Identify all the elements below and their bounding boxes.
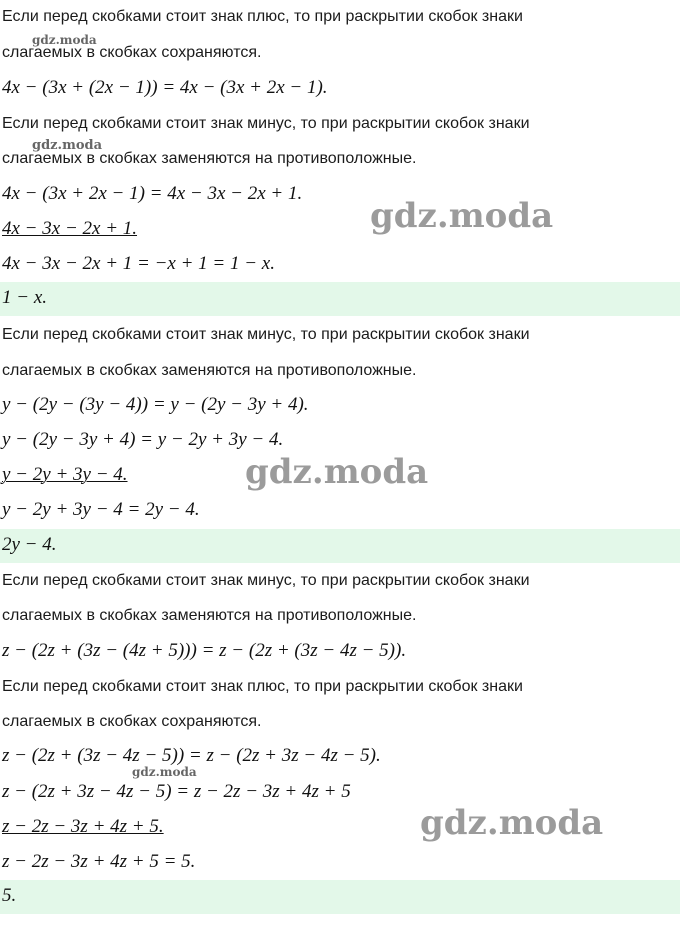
rule-text: Если перед скобками стоит знак минус, то при раскрытии скобок знаки <box>2 326 530 343</box>
answer-text: 1 − x. <box>2 287 48 308</box>
rule-text: слагаемых в скобках заменяются на противоположные. <box>2 362 417 379</box>
rule-text: Если перед скобками стоит знак плюс, то при раскрытии скобок знаки <box>2 8 523 25</box>
rule-text: слагаемых в скобках сохраняются. <box>2 713 262 730</box>
rule-text: Если перед скобками стоит знак минус, то при раскрытии скобок знаки <box>2 572 530 589</box>
watermark: gdz.moda <box>32 138 103 153</box>
answer-text: 2y − 4. <box>2 534 57 555</box>
equation: y − 2y + 3y − 4 = 2y − 4. <box>2 499 200 520</box>
equation: 4x − 3x − 2x + 1 = −x + 1 = 1 − x. <box>2 253 275 274</box>
rule-text: слагаемых в скобках заменяются на противоположные. <box>2 150 417 167</box>
equation: y − (2y − 3y + 4) = y − 2y + 3y − 4. <box>2 429 284 450</box>
watermark: gdz.moda <box>370 196 554 236</box>
answer-box <box>0 880 680 914</box>
watermark: gdz.moda <box>132 765 197 779</box>
equation: z − (2z + (3z − 4z − 5)) = z − (2z + 3z − 4z − 5). <box>2 745 381 766</box>
equation: z − (2z + (3z − (4z + 5))) = z − (2z + (3z − 4z − 5)). <box>2 640 407 661</box>
equation: z − 2z − 3z + 4z + 5 = 5. <box>2 851 196 872</box>
watermark: gdz.moda <box>420 803 604 843</box>
equation: y − (2y − (3y − 4)) = y − (2y − 3y + 4). <box>2 394 309 415</box>
watermark: gdz.moda <box>32 33 97 47</box>
answer-box <box>0 529 680 563</box>
rule-text: Если перед скобками стоит знак плюс, то при раскрытии скобок знаки <box>2 678 523 695</box>
equation: 4x − (3x + 2x − 1) = 4x − 3x − 2x + 1. <box>2 183 303 204</box>
rule-text: Если перед скобками стоит знак минус, то при раскрытии скобок знаки <box>2 115 530 132</box>
equation: z − (2z + 3z − 4z − 5) = z − 2z − 3z + 4z + 5 <box>2 781 351 802</box>
answer-box <box>0 282 680 316</box>
watermark: gdz.moda <box>245 452 429 492</box>
equation: 4x − (3x + (2x − 1)) = 4x − (3x + 2x − 1). <box>2 77 328 98</box>
equation-underlined: 4x − 3x − 2x + 1. <box>2 218 138 239</box>
equation-underlined: z − 2z − 3z + 4z + 5. <box>2 816 164 837</box>
rule-text: слагаемых в скобках заменяются на противоположные. <box>2 607 417 624</box>
answer-text: 5. <box>2 885 17 906</box>
equation-underlined: y − 2y + 3y − 4. <box>2 464 128 485</box>
rule-text: слагаемых в скобках сохраняются. <box>2 44 262 61</box>
